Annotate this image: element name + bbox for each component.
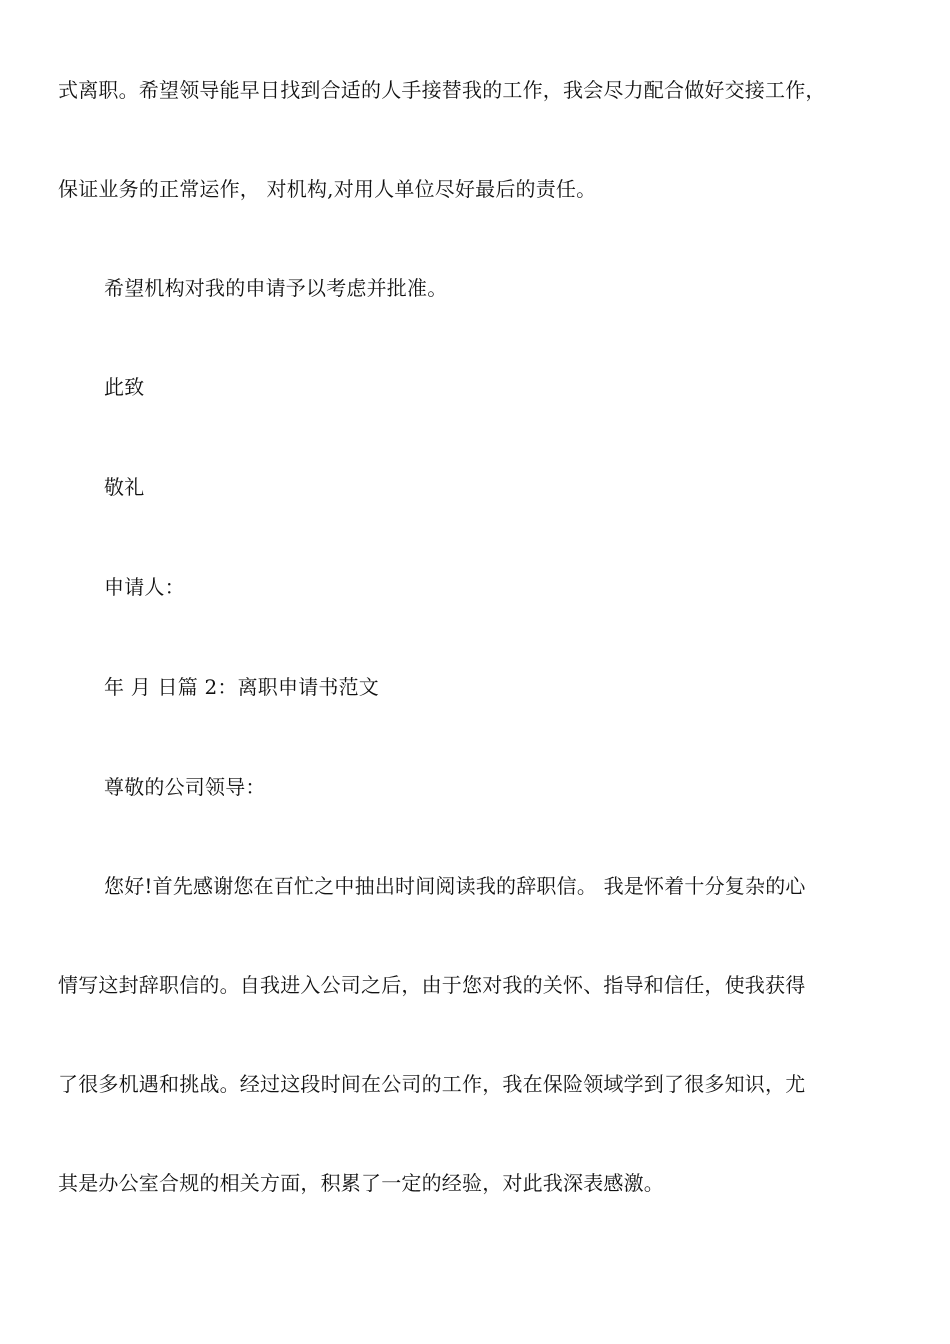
paragraph-line-2: 保证业务的正常运作， 对机构,对用人单位尽好最后的责任。 <box>58 177 597 201</box>
paragraph-line-1: 式离职。希望领导能早日找到合适的人手接替我的工作，我会尽力配合做好交接工作， <box>58 78 826 102</box>
date-and-section-title: 年 月 日篇 2：离职申请书范文 <box>104 675 379 699</box>
paragraph-line-9: 您好!首先感谢您在百忙之中抽出时间阅读我的辞职信。 我是怀着十分复杂的心 <box>104 874 806 898</box>
applicant-label: 申请人： <box>104 575 185 599</box>
closing-jingli: 敬礼 <box>104 475 145 499</box>
paragraph-line-11: 了很多机遇和挑战。经过这段时间在公司的工作，我在保险领域学到了很多知识，尤 <box>58 1072 806 1096</box>
paragraph-line-12: 其是办公室合规的相关方面，积累了一定的经验，对此我深表感激。 <box>58 1171 664 1195</box>
closing-cizhi: 此致 <box>104 375 145 399</box>
paragraph-approval: 希望机构对我的申请予以考虑并批准。 <box>104 276 448 300</box>
paragraph-line-10: 情写这封辞职信的。自我进入公司之后，由于您对我的关怀、指导和信任，使我获得 <box>58 973 806 997</box>
salutation: 尊敬的公司领导： <box>104 775 266 799</box>
